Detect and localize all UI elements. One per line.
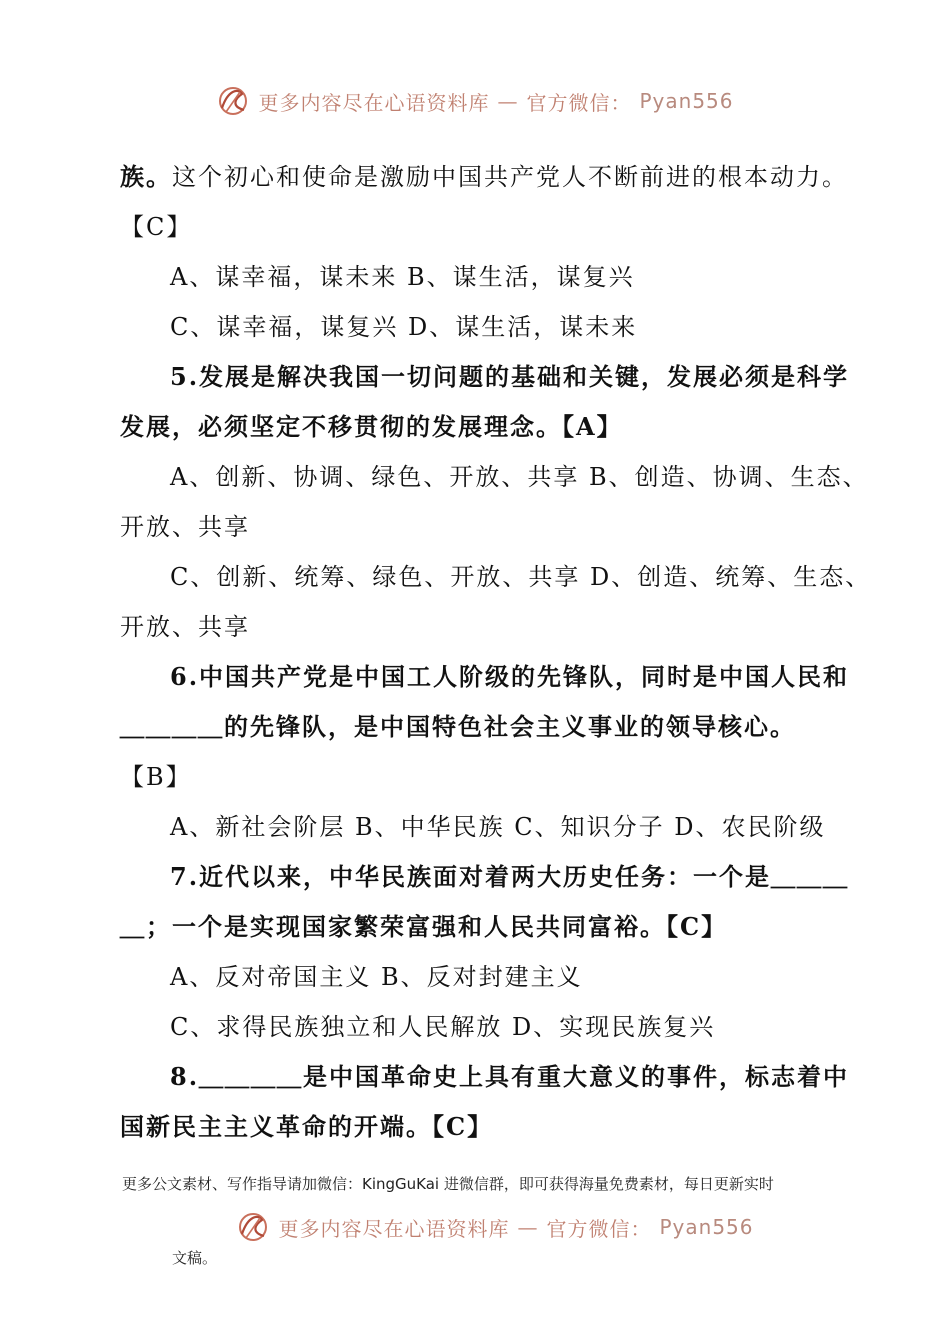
option-line: A、新社会阶层 B、中华民族 C、知识分子 D、农民阶级 <box>170 813 826 841</box>
signature-logo-icon <box>236 1210 270 1244</box>
signature-logo-icon <box>216 84 250 118</box>
watermark-text: 更多内容尽在心语资料库 <box>258 90 490 115</box>
watermark-dash: — <box>517 1215 539 1239</box>
option-line: C、创新、统筹、绿色、开放、共享 D、创造、统筹、生态、 <box>170 563 872 591</box>
watermark-wechat-id: Pyan556 <box>639 89 734 113</box>
question-line: 6.中国共产党是中国工人阶级的先锋队，同时是中国人民和 <box>170 662 850 691</box>
option-line: 开放、共享 <box>120 613 250 641</box>
answer-line: 【C】 <box>120 213 193 241</box>
answer-line: 【B】 <box>120 763 192 791</box>
watermark-wechat-id: Pyan556 <box>659 1215 754 1239</box>
text-line: 族。这个初心和使命是激励中国共产党人不断前进的根本动力。 <box>120 162 848 191</box>
option-line: C、谋幸福，谋复兴 D、谋生活，谋未来 <box>170 313 638 341</box>
question-line: 国新民主主义革命的开端。【C】 <box>120 1112 494 1141</box>
option-line: A、反对帝国主义 B、反对封建主义 <box>170 963 583 991</box>
option-line: 开放、共享 <box>120 513 250 541</box>
question-line: ＿；一个是实现国家繁荣富强和人民共同富裕。【C】 <box>120 912 728 941</box>
footer-note: 更多公文素材、写作指导请加微信：KingGuKai 进微信群，即可获得海量免费素材，每日更新实时 <box>122 1175 774 1193</box>
watermark-wechat-label: 官方微信： <box>526 90 632 115</box>
footer-note-end: 文稿。 <box>172 1249 218 1267</box>
watermark-dash: — <box>497 89 519 113</box>
watermark-bottom <box>0 1210 950 1244</box>
option-line: C、求得民族独立和人民解放 D、实现民族复兴 <box>170 1013 716 1041</box>
question-line: 7.近代以来，中华民族面对着两大历史任务：一个是＿＿＿ <box>170 862 850 891</box>
watermark-text: 更多内容尽在心语资料库 <box>278 1216 510 1241</box>
question-line: ＿＿＿＿的先锋队，是中国特色社会主义事业的领导核心。 <box>120 712 796 741</box>
watermark-top <box>0 84 950 118</box>
question-line: 8.＿＿＿＿是中国革命史上具有重大意义的事件，标志着中 <box>170 1062 850 1091</box>
watermark-wechat-label: 官方微信： <box>546 1216 652 1241</box>
question-line: 5.发展是解决我国一切问题的基础和关键，发展必须是科学 <box>170 362 850 391</box>
option-line: A、创新、协调、绿色、开放、共享 B、创造、协调、生态、 <box>170 463 869 491</box>
question-line: 发展，必须坚定不移贯彻的发展理念。【A】 <box>120 412 623 441</box>
option-line: A、谋幸福，谋未来 B、谋生活，谋复兴 <box>170 263 635 291</box>
